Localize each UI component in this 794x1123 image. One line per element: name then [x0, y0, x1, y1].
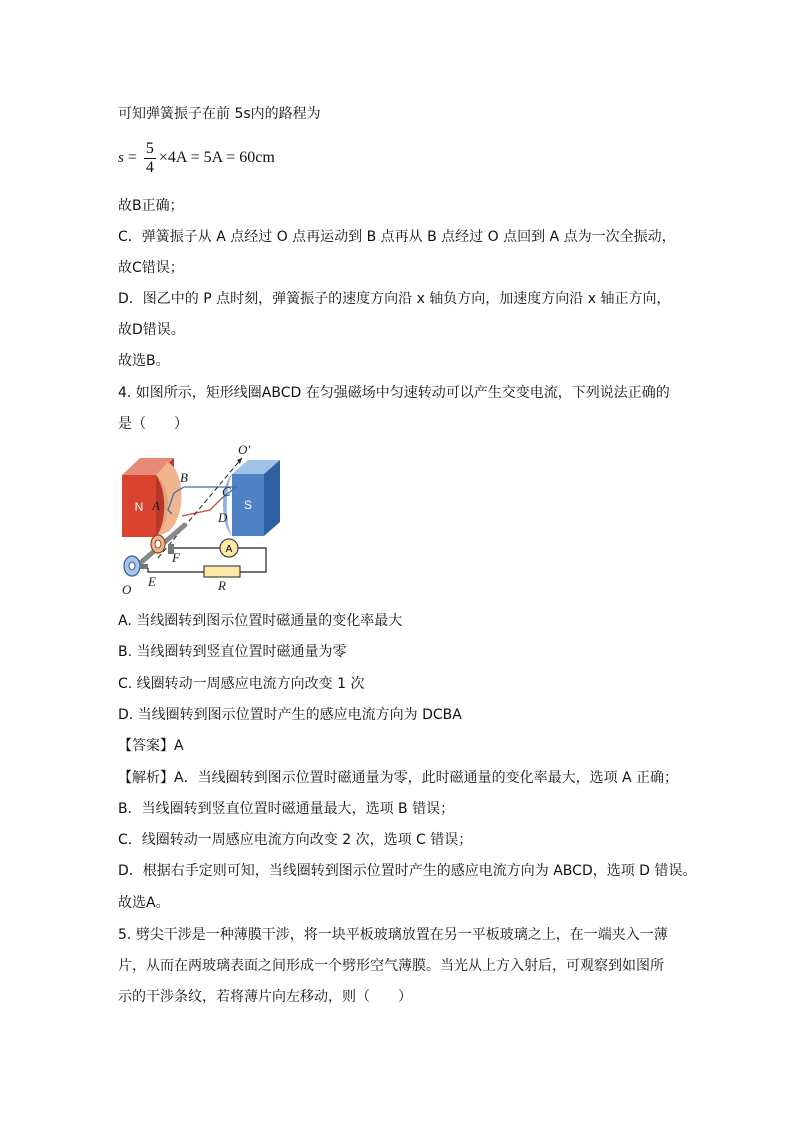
brush-e [140, 564, 148, 569]
label-r: R [218, 578, 226, 593]
choose-b-text: 故选B。 [118, 353, 170, 369]
q4-answer: 【答案】A [118, 738, 184, 754]
external-circuit [148, 539, 266, 577]
q4-choose: 故选A。 [118, 895, 170, 911]
q5-stem-line2: 片，从而在两玻璃表面之间形成一个劈形空气薄膜。当光从上方入射后，可观察到如图所 [118, 958, 664, 974]
n-label: N [134, 500, 144, 514]
intro-text: 可知弹簧振子在前 5s内的路程为 [118, 106, 321, 122]
q5-stem-line3: 示的干涉条纹，若将薄片向左移动，则（ ） [118, 989, 412, 1005]
q4-stem-line2: 是（ ） [118, 416, 188, 432]
label-b: B [180, 470, 188, 485]
q4-analysis-a: 【解析】A．当线圈转到图示位置时磁通量为零，此时磁通量的变化率最大，选项 A 正确； [118, 770, 679, 786]
q4-analysis-c: C．线圈转动一周感应电流方向改变 2 次，选项 C 错误； [118, 832, 473, 848]
c-analysis-text: C．弹簧振子从 A 点经过 O 点再运动到 B 点再从 B 点经过 O 点回到 A 点为一次全振动， [118, 229, 676, 245]
q4-option-c: C. 线圈转动一周感应电流方向改变 1 次 [118, 676, 365, 692]
d-wrong-text: 故D错误。 [118, 322, 185, 338]
s-magnet [223, 460, 280, 536]
q4-analysis-b: B．当线圈转到竖直位置时磁通量最大，选项 B 错误； [118, 801, 455, 817]
q4-option-b: B. 当线圈转到竖直位置时磁通量为零 [118, 644, 347, 660]
s-label: S [243, 498, 253, 512]
d-analysis-text: D．图乙中的 P 点时刻，弹簧振子的速度方向沿 x 轴负方向，加速度方向沿 x 轴正方向， [118, 291, 671, 307]
b-correct-text: 故B正确； [118, 198, 184, 214]
formula-equals: = [127, 149, 137, 166]
label-o: O [122, 582, 132, 597]
q4-stem-line1: 4. 如图所示，矩形线圈ABCD 在匀强磁场中匀速转动可以产生交变电流，下列说法正确的 [118, 385, 670, 401]
q4-option-a: A. 当线圈转到图示位置时磁通量的变化率最大 [118, 613, 403, 629]
resistor [204, 566, 240, 577]
q4-analysis-d: D．根据右手定则可知，当线圈转到图示位置时产生的感应电流方向为 ABCD，选项 D 错误。 [118, 863, 697, 879]
label-d: D [218, 510, 228, 525]
fraction-denominator: 4 [145, 158, 154, 176]
fraction-numerator: 5 [145, 139, 154, 157]
generator-diagram [112, 440, 292, 600]
formula-fraction [144, 140, 156, 177]
label-o-prime: O' [238, 442, 251, 457]
formula-lhs: s [118, 149, 124, 166]
ammeter-label: A [225, 544, 233, 555]
label-e: E [148, 574, 156, 589]
c-wrong-text: 故C错误； [118, 260, 184, 276]
label-f: F [172, 550, 180, 565]
label-a: A [152, 498, 160, 513]
q4-option-d: D. 当线圈转到图示位置时产生的感应电流方向为 DCBA [118, 707, 462, 723]
label-c: C [222, 484, 231, 499]
q5-stem-line1: 5. 劈尖干涉是一种薄膜干涉，将一块平板玻璃放置在另一平板玻璃之上，在一端夹入一薄 [118, 927, 668, 943]
formula-rest: ×4A = 5A = 60cm [158, 149, 275, 166]
distance-formula [118, 136, 275, 180]
